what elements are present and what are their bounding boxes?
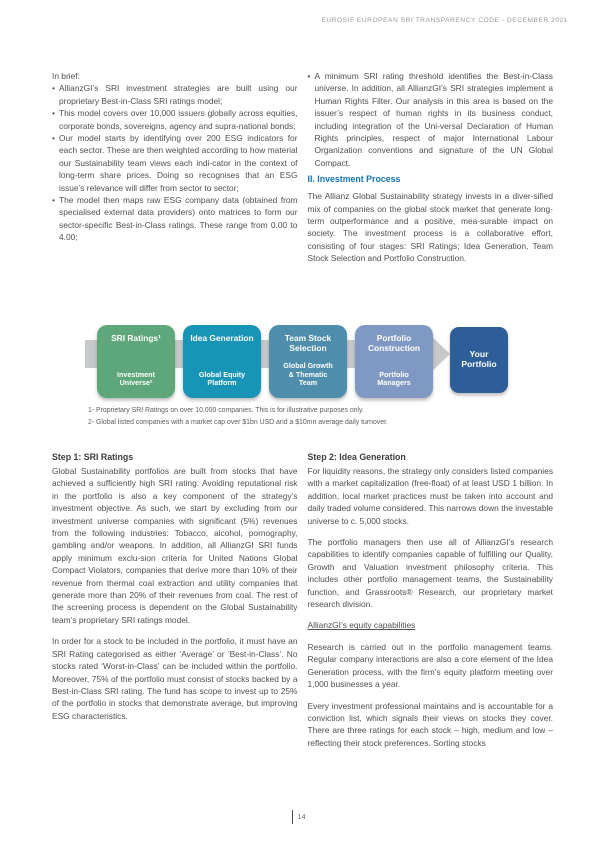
diagram-stage-portfolio-construction [355, 325, 433, 398]
stage-subtitle: Global Equity Platform [198, 369, 246, 388]
stage-title: Portfolio Construction [367, 333, 421, 353]
step2-paragraph-2: The portfolio managers then use all of AllianzGI’s research capabilities to identify companies capable of fulfilling our Quality, Growth and Valuation investment philosophy criteria. This includes other portfolio management teams, the Sustainability function, and Grassroots® Research, our proprietary market research division. [307, 537, 553, 610]
diagram-stage-team-stock-selection [269, 325, 347, 398]
step1-paragraph-1: Global Sustainability portfolios are built from stocks that have achieved a sufficiently high SRI rating. Avoiding reputational risk in the portfolio is also a key component of the strategy’s investment objective. As such, we start by excluding from our investment universe companies with significant (5%) revenues from the following industries: Tobacco, alcohol, pornography, gambling and/or weapons. In addition, all AllianzGI SRI funds apply minimum exclu-sion criteria for United Nations Global Compact Violators, companies that derive more than 10% of their revenue from thermal coal extraction and utility companies that generate more than 20% of their revenues from coal. The rest of the screening process is dependent on the Global Sustainability team’s proprietary SRI ratings model. [52, 466, 298, 625]
diagram-footnote-1: 1- Proprietary SRI Ratings on over 10,000 companies. This is for illustrative purposes only. [88, 407, 364, 414]
diagram-stage-sri-ratings [97, 325, 175, 398]
step2-paragraph-3: Research is carried out in the portfolio management teams. Regular company interactions are also a core element of the Idea Generation process, with the firm’s equity platform meeting over 1,000 businesses a year. [307, 641, 553, 690]
intro-bullet-2: • This model covers over 10,000 issuers globally across equities, corporate bonds, sovereigns, agency and supra-national bonds; [52, 107, 298, 132]
diagram-footnote-2: 2- Global listed companies with a market cap over $1bn USD and a $10mn average daily turnover. [88, 418, 388, 426]
page-number: 14 [297, 811, 306, 821]
section-heading-investment-process: II. Investment Process [307, 174, 401, 185]
stage-title: Team Stock Selection [284, 333, 332, 353]
stage-subtitle: Investment Universe² [117, 369, 155, 388]
step2-column [308, 452, 554, 758]
diagram-footnotes [88, 405, 388, 428]
intro-bullet-1: • AllianzGI’s SRI investment strategies are built using our proprietary Best-in-Class SRI ratings model; [52, 82, 298, 107]
intro-lead: In brief: [52, 71, 80, 81]
intro-section [52, 70, 553, 274]
diagram-stage-idea-generation [183, 325, 261, 398]
step2-subheading-equity-capabilities: AllianzGI’s equity capabilities [307, 620, 416, 631]
page-footer [292, 810, 306, 824]
intro-right-column [308, 70, 554, 274]
step2-paragraph-4: Every investment professional maintains and is accountable for a conviction list, which signals their views on stocks they cover. There are three ratings for each stock – high, medium and low – reflecting their stock preferences. Sorting stocks [307, 700, 553, 748]
running-header: EUROSIF EUROPEAN SRI TRANSPARENCY CODE - DECEMBER 2021 [321, 17, 568, 24]
step2-paragraph-1: For liquidity reasons, the strategy only considers listed companies with a market capitalization (free-float) of at least USD 1 billion. In addition, local market practices must be taken into account and daily traded volume considered. This narrows down the investable universe to c. 5,000 stocks. [307, 466, 553, 526]
intro-left-column [52, 70, 298, 274]
stage-subtitle: Portfolio Managers [377, 369, 411, 388]
stage-title: Idea Generation [190, 333, 254, 343]
step2-heading: Step 2: Idea Generation [307, 452, 406, 462]
stage-subtitle: Global Growth & Thematic Team [283, 361, 333, 388]
intro-bullet-4: • The model then maps raw ESG company data (obtained from specialised external data providers) onto matrices to form our sector-specific Best-in-Class ratings. These range from 0.00 to 4.00; [52, 194, 298, 244]
intro-bullet-5: • A minimum SRI rating threshold identifies the Best-in-Class universe. In addition, all AllianzGI’s SRI strategies implement a Human Rights Filter. Our analysis in this area is based on the issuer’s respect of human rights in its business conduct, including integration of the Uni-versal Declaration of Human Rights principles, respect of major International Labour Organization conventions and signature of the UN Global Compact. [308, 70, 554, 169]
footer-divider [292, 810, 293, 824]
investment-process-paragraph: The Allianz Global Sustainability strategy invests in a diver-sified mix of companies on the global stock market that generate long-term outperformance and a positive, mea-surable impact on society. The investment process is a collaborative effort, consisting of four stages: SRI Ratings; Idea Generation, Team Stock Selection and Portfolio Construction. [307, 191, 553, 264]
step1-column [52, 452, 298, 758]
investment-process-diagram [0, 312, 600, 448]
step1-paragraph-2: In order for a stock to be included in the portfolio, it must have an SRI Rating categorised as either ‘Average’ or ‘Best-in-Class’. No stocks rated ‘Worst-in-Class’ can be included within the portfolio. Moreover, 75% of the portfolio must consist of stocks backed by a Best-in-Class SRI rating. The fund has scope to invest up to 25% of the portfolio in stocks that demonstrate average, but improving ESG characteristics. [52, 636, 298, 721]
stage-title: SRI Ratings¹ [111, 333, 161, 343]
intro-bullet-3: • Our model starts by identifying over 200 ESG indicators for each sector. These are then weighted according to how material our Sustainability team views each indi-cator in the context of long-term share prices. Doing so recognises that an ESG issue’s relevance will differ from sector to sector; [52, 132, 298, 194]
stage-title: Your Portfolio [461, 348, 497, 369]
diagram-result-your-portfolio [450, 327, 508, 393]
steps-section [52, 452, 553, 758]
step1-heading: Step 1: SRI Ratings [52, 452, 134, 462]
